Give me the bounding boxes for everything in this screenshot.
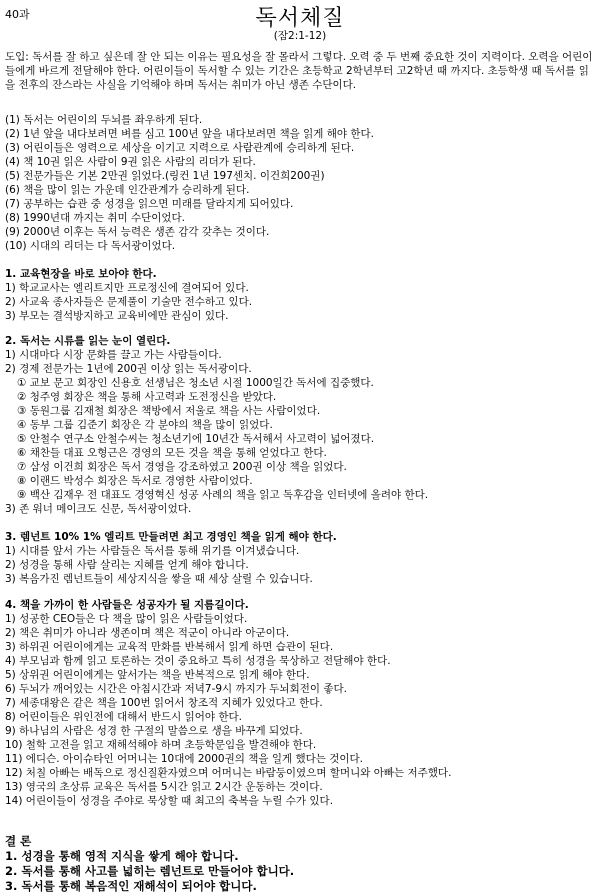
conclusion-section <box>5 834 595 894</box>
section-4 <box>5 598 595 808</box>
list-item: 7) 세종대왕은 같은 책을 100번 읽어서 창조적 지혜가 있었다고 한다. <box>5 697 323 709</box>
list-item: 14) 어린이들이 성경을 주야로 묵상할 때 최고의 축복을 누릴 수가 있다. <box>5 795 334 807</box>
list-item: 2) 사교육 종사자들은 문제풀이 기술만 전수하고 있다. <box>5 296 253 308</box>
list-item: 1) 시대를 앞서 가는 사람들은 독서를 통해 위기를 이겨냈습니다. <box>5 545 300 557</box>
list-item: 2) 성경을 통해 사람 살리는 지혜를 얻게 해야 합니다. <box>5 559 249 571</box>
list-item: 1) 시대마다 시장 문화를 끌고 가는 사람들이다. <box>5 349 222 361</box>
list-subitem: ⑧ 이랜드 박성수 회장은 독서로 경영한 사람이었다. <box>17 475 253 487</box>
conclusion-item: 2. 독서를 통해 사고를 넓히는 렘넌트로 만들어야 합니다. <box>5 864 295 878</box>
scripture-reference: (잠2:1-12) <box>273 30 327 42</box>
page-title: 독서체질 <box>255 6 345 31</box>
list-item: (8) 1990년대 까지는 취미 수단이었다. <box>5 212 185 224</box>
list-item: 2) 책은 취미가 아니라 생존이며 책은 적군이 아니라 아군이다. <box>5 627 290 639</box>
list-item: 12) 처칠 아빠는 배독으로 정신질환자였으며 어머니는 바람둥이였으며 할머니와 아빠는 저주했다. <box>5 767 452 779</box>
list-subitem: ⑥ 채찬들 대표 오형근은 경영의 모든 것을 책을 통해 얻었다고 한다. <box>17 447 327 459</box>
conclusion-heading: 결 론 <box>5 834 32 848</box>
list-item: 1) 성공한 CEO들은 다 책을 많이 읽은 사람들이었다. <box>5 613 248 625</box>
list-item: 3) 하위권 어린이에게는 교육적 만화를 반복해서 읽게 하면 습관이 된다. <box>5 641 334 653</box>
list-item: (7) 공부하는 습관 중 성경을 읽으면 미래를 달라지게 되어있다. <box>5 198 294 210</box>
list-item: 2) 경제 전문가는 1년에 200권 이상 읽는 독서광이다. <box>5 363 252 375</box>
list-item: 10) 철학 고전을 읽고 재해석해야 하며 초등학문임을 발견해야 한다. <box>5 739 317 751</box>
list-subitem: ④ 동부 그룹 김준기 회장은 각 분야의 책을 많이 읽었다. <box>17 419 273 431</box>
list-item: 3) 복음가진 렘넌트들이 세상지식을 쌓을 때 세상 살릴 수 있습니다. <box>5 573 313 585</box>
list-item: 6) 두뇌가 깨어있는 시간은 아침시간과 저녁7-9시 까지가 두뇌회전이 좋다. <box>5 683 347 695</box>
list-item: 5) 상위권 어린이에게는 앞서가는 책을 반복적으로 읽게 해야 한다. <box>5 669 310 681</box>
list-item: 1) 학교교사는 엘리트지만 프로정신에 결여되어 있다. <box>5 282 249 294</box>
list-item: (9) 2000년 이후는 독서 능력은 생존 감각 갖추는 것이다. <box>5 226 270 238</box>
section-heading: 3. 렘넌트 10% 1% 엘리트 만들려면 최고 경영인 책을 읽게 해야 한다. <box>5 531 337 543</box>
intro-paragraph: 도입: 독서를 잘 하고 싶은데 잘 안 되는 이유는 필요성을 잘 몰라서 그렇다. 오력 중 두 번째 중요한 것이 지력이다. 오력을 어린이들에게 바르게 전달해야 한다. 어린이들이 독서할 수 있는 기간은 초등학교 2학년부터 고2학년 때 까지다. 초등학생 때 독서를 읽을 전후의 잔스라는 사실을 기억해야 하며 독서는 취미가 아닌 생존 수단이다. <box>5 51 593 91</box>
list-subitem: ⑤ 안철수 연구소 안철수씨는 청소년기에 10년간 독서해서 사고력이 넓어졌다. <box>17 433 375 445</box>
conclusion-item: 1. 성경을 통해 영적 지식을 쌓게 해야 합니다. <box>5 849 239 863</box>
section-3 <box>5 530 595 586</box>
list-item: (3) 어린이들은 영력으로 세상을 이기고 지력으로 사람관계에 승리하게 된다. <box>5 142 355 154</box>
list-item: 3) 존 워너 메이크도 신문, 독서광이었다. <box>5 503 192 515</box>
list-item: (1) 독서는 어린이의 두뇌를 좌우하게 된다. <box>5 114 203 126</box>
list-subitem: ③ 동원그룹 김재철 회장은 책방에서 저울로 책을 사는 사람이었다. <box>17 405 321 417</box>
lesson-number: 40과 <box>5 8 30 21</box>
list-item: (10) 시대의 리더는 다 독서광이었다. <box>5 240 176 252</box>
conclusion-item: 3. 독서를 통해 복음적인 재해석이 되어야 합니다. <box>5 879 257 893</box>
list-subitem: ① 교보 문고 회장인 신용호 선생님은 청소년 시절 1000일간 독서에 집중했다. <box>17 377 374 389</box>
section-heading: 4. 책을 가까이 한 사람들은 성공자가 될 지름길이다. <box>5 599 249 611</box>
list-item: (5) 전문가들은 기본 2만권 읽었다.(링컨 1년 197센치. 이건희200권) <box>5 170 325 182</box>
list-item: 4) 부모님과 함께 읽고 토론하는 것이 중요하고 특히 성경을 묵상하고 전달해야 한다. <box>5 655 391 667</box>
section-heading: 1. 교육현장을 바로 보아야 한다. <box>5 268 157 280</box>
section-heading: 2. 독서는 시류를 읽는 눈이 열린다. <box>5 335 171 347</box>
list-subitem: ⑦ 삼성 이건희 회장은 독서 경영을 강조하였고 200권 이상 책을 읽었다. <box>17 461 347 473</box>
list-item: 8) 어린이들은 위인전에 대해서 반드시 읽어야 한다. <box>5 711 242 723</box>
list-item: 13) 영국의 초상류 교육은 독서를 5시간 읽고 2시간 운동하는 것이다. <box>5 781 323 793</box>
list-item: (4) 책 10권 읽은 사람이 9권 읽은 사람의 리더가 된다. <box>5 156 256 168</box>
list-item: (6) 책을 많이 읽는 가운데 인간관계가 승리하게 된다. <box>5 184 250 196</box>
list-item: 11) 에디슨. 아이슈타인 어머니는 10대에 2000권의 책을 일게 했다는 것이다. <box>5 753 363 765</box>
list-item: 3) 부모는 결석방지하고 교육비에만 관심이 있다. <box>5 310 229 322</box>
section-1 <box>5 267 595 323</box>
list-item: (2) 1년 앞을 내다보려면 벼를 심고 100년 앞을 내다보려면 책을 읽게 해야 한다. <box>5 128 374 140</box>
main-point-list <box>5 113 595 253</box>
list-item: 9) 하나님의 사람은 성경 한 구절의 말씀으로 생을 바꾸게 되었다. <box>5 725 303 737</box>
list-subitem: ⑨ 백산 김재우 전 대표도 경영혁신 성공 사례의 책을 읽고 독후감을 인터넷에 올려야 한다. <box>17 489 429 501</box>
section-2 <box>5 334 595 516</box>
list-subitem: ② 청주영 회장은 책을 통해 사고력과 도전정신을 받았다. <box>17 391 277 403</box>
